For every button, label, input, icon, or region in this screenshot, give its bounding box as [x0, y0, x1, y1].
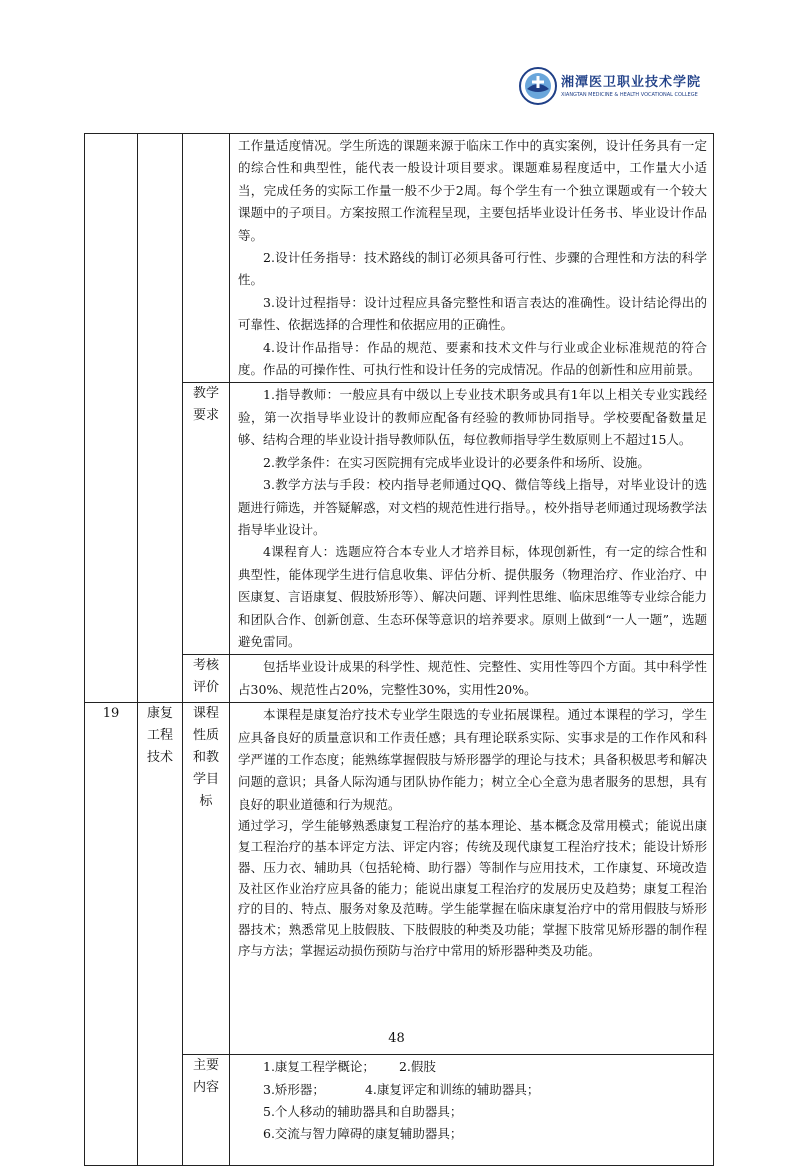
content-cell [230, 703, 714, 1055]
page-number: 48 [388, 1031, 405, 1046]
paragraph: 本课程是康复治疗技术专业学生限选的专业拓展课程。通过本课程的学习，学生应具备良好的质量意识和工作责任感；具有理论联系实际、实事求是的工作作风和科学严谨的工作态度；能熟练掌握假肢与矫形器学的理论与技术；具备积极思考和解决问题的意识；具备人际沟通与团队协作能力；树立全心全意为患者服务的思想，具有良好的职业道德和行为规范。 [238, 707, 707, 812]
paragraph: 通过学习，学生能够熟悉康复工程治疗的基本理论、基本概念及常用模式；能说出康复工程治疗的基本评定方法、评定内容；传统及现代康复工程治疗技术；能设计矫形器、压力衣、辅助具（包括轮椅、助行器）等制作与应用技术，工作康复、环境改造及社区作业治疗应具备的能力；能说出康复工程治疗的发展历史及趋势；康复工程治疗的目的、特点、服务对象及范畴。学生能掌握在临床康复治疗中的常用假肢与矫形器技术；熟悉常见上肢假肢、下肢假肢的种类及功能；掌握下肢常见矫形器的制作程序与方法；掌握运动损伤预防与治疗中常用的矫形器种类及功能。 [238, 818, 707, 958]
content-cell [230, 655, 714, 703]
teaching-requirements-label-cell [183, 383, 230, 655]
paragraph: 工作量适度情况。学生所选的课题来源于临床工作中的真实案例，设计任务具有一定的综合性和典型性，能代表一般设计项目要求。课题难易程度适中，工作量大小适当，完成任务的实际工作量一般不少于2周。每个学生有一个独立课题或有一个较大课题中的子项目。方案按照工作流程呈现，主要包括毕业设计任务书、毕业设计作品等。 [238, 138, 707, 243]
number-cell-empty [85, 134, 138, 703]
course-name-cell-empty [138, 134, 183, 703]
paragraph: 2.教学条件：在实习医院拥有完成毕业设计的必要条件和场所、设施。 [263, 454, 650, 470]
content-cell [230, 383, 714, 655]
paragraph: 3.教学方法与手段：校内指导老师通过QQ、微信等线上指导，对毕业设计的选题进行筛选，并答疑解惑，对文档的规范性进行指导。，校外指导老师通过现场教学法指导毕业设计。 [238, 477, 707, 537]
paragraph: 2.设计任务指导：技术路线的制订必须具备可行性、步骤的合理性和方法的科学性。 [238, 250, 707, 288]
main-content-label-cell [183, 1055, 230, 1166]
label-cell-empty [183, 134, 230, 383]
course-number-cell [85, 703, 138, 1166]
content-cell [230, 134, 714, 383]
school-name-en: XIANGTAN MEDICINE & HEALTH VOCATIONAL COLLEGE [561, 92, 698, 98]
content-item: 2.假肢 [398, 1059, 436, 1075]
school-logo [519, 67, 709, 107]
course-name-cell [138, 703, 183, 1166]
assessment-label-cell [183, 655, 230, 703]
content-item: 1.康复工程学概论； [263, 1059, 375, 1075]
goal-label-cell [183, 703, 230, 1055]
goal-label: 课程性质和教学目标 [192, 706, 219, 810]
content-item: 3.矫形器； [263, 1081, 325, 1097]
school-logo-icon [519, 67, 557, 105]
course-number: 19 [102, 706, 120, 722]
list-item [238, 1056, 707, 1078]
course-table [84, 133, 714, 1166]
list-item: 6.交流与智力障碍的康复辅助器具； [263, 1126, 463, 1142]
content-cell [230, 1055, 714, 1166]
course-name: 康复工程技术 [146, 706, 173, 766]
content-item: 4.康复评定和训练的辅助器具； [364, 1081, 540, 1097]
paragraph: 4课程育人：选题应符合本专业人才培养目标，体现创新性，有一定的综合性和典型性，能体现学生进行信息收集、评估分析、提供服务（物理治疗、作业治疗、中医康复、言语康复、假肢矫形等）、解决问题、评判性思维、临床思维等专业综合能力和团队合作、创新创意、生态环保等意识的培养要求。原则上做到“一人一题”，选题避免雷同。 [238, 544, 707, 649]
paragraph: 4.设计作品指导：作品的规范、要素和技术文件与行业或企业标准规范的符合度。作品的可操作性、可执行性和设计任务的完成情况。作品的创新性和应用前景。 [238, 339, 707, 378]
paragraph: 1.指导教师：一般应具有中级以上专业技术职务或具有1年以上相关专业实践经验，第一次指导毕业设计的教师应配备有经验的教师协同指导。学校要配备数量足够、结构合理的毕业设计指导教师队伍，每位教师指导学生数原则上不超过15人。 [238, 387, 707, 448]
main-content-label: 主要内容 [192, 1058, 219, 1096]
school-name-cn: 湘潭医卫职业技术学院 [561, 75, 702, 90]
assessment-label: 考核评价 [192, 658, 219, 696]
table-row [85, 703, 714, 1055]
list-item [238, 1079, 707, 1101]
teaching-requirements-label: 教学要求 [192, 386, 219, 424]
list-item: 5.个人移动的辅助器具和自助器具； [263, 1103, 463, 1119]
paragraph: 包括毕业设计成果的科学性、规范性、完整性、实用性等四个方面。其中科学性占30%、规范性占20%，完整性30%，实用性20%。 [238, 659, 707, 697]
paragraph: 3.设计过程指导：设计过程应具备完整性和语言表达的准确性。设计结论得出的可靠性、依据选择的合理性和依据应用的正确性。 [238, 294, 707, 333]
table-row [85, 134, 714, 383]
